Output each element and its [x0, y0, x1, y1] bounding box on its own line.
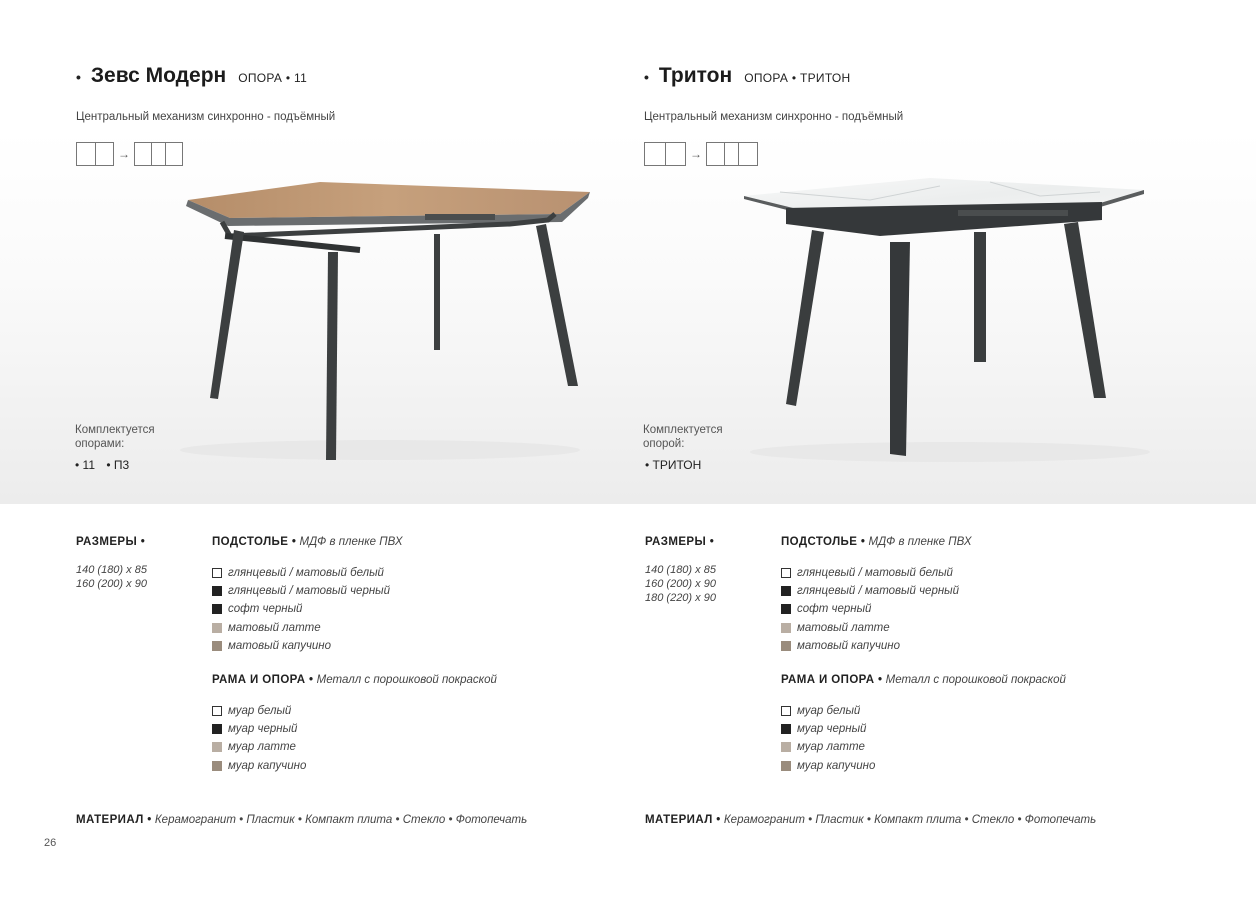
frame-heading-label: РАМА И ОПОРА •	[212, 674, 314, 686]
tabletop-heading-label: ПОДСТОЛЬЕ •	[781, 536, 866, 548]
color-label: муар капучино	[228, 759, 307, 772]
mechanism-description: Центральный механизм синхронно - подъёмный	[76, 111, 336, 123]
color-label: матовый капучино	[228, 639, 332, 652]
size-item: 140 (180) x 85	[645, 564, 716, 576]
color-option	[212, 600, 390, 618]
color-swatch	[212, 586, 222, 596]
size-item: 160 (200) x 90	[76, 578, 147, 590]
frame-heading-label: РАМА И ОПОРА •	[781, 674, 883, 686]
color-option	[781, 738, 875, 756]
color-swatch	[781, 568, 791, 578]
color-swatch	[212, 568, 222, 578]
supports-caption-line: опорой:	[643, 438, 685, 450]
page-number: 26	[44, 837, 57, 849]
color-option	[212, 702, 306, 720]
product-triton	[600, 0, 1256, 900]
product-title: Тритон	[658, 64, 733, 87]
product-support-label: ОПОРА • 11	[238, 71, 308, 85]
color-label: софт черный	[797, 603, 872, 616]
title-bullet: •	[644, 69, 649, 85]
color-option	[212, 757, 306, 775]
support-item: • 11	[75, 458, 95, 472]
supports-list	[75, 458, 137, 472]
color-option	[781, 702, 875, 720]
color-label: глянцевый / матовый белый	[797, 567, 953, 580]
frame-color-list	[781, 702, 875, 775]
sizes-heading: РАЗМЕРЫ •	[645, 536, 715, 548]
product-title-row	[644, 64, 851, 88]
color-label: глянцевый / матовый черный	[228, 585, 391, 598]
support-item: • П3	[106, 458, 130, 472]
tabletop-heading	[781, 536, 972, 548]
support-item: • ТРИТОН	[645, 458, 702, 472]
material-list: Керамогранит • Пластик • Компакт плита • Стекло • Фотопечать	[723, 814, 1097, 826]
supports-list	[645, 458, 709, 472]
color-option	[212, 582, 390, 600]
color-label: муар белый	[228, 705, 292, 718]
arrow-right-icon: →	[690, 147, 702, 161]
color-option	[212, 637, 390, 655]
color-label: муар капучино	[797, 759, 876, 772]
color-swatch	[212, 604, 222, 614]
supports-caption	[75, 423, 155, 451]
color-label: матовый капучино	[797, 639, 901, 652]
frame-heading-desc: Металл с порошковой покраской	[885, 674, 1066, 686]
arrow-right-icon: →	[118, 147, 130, 161]
product-title: Зевс Модерн	[90, 64, 227, 87]
color-swatch	[781, 604, 791, 614]
size-item: 180 (220) x 90	[645, 592, 716, 604]
color-option	[781, 720, 875, 738]
color-option	[212, 720, 306, 738]
frame-heading	[781, 674, 1066, 686]
material-line	[645, 814, 1096, 826]
color-label: муар черный	[797, 723, 867, 736]
color-label: муар латте	[797, 741, 865, 754]
color-swatch	[781, 761, 791, 771]
color-swatch	[781, 623, 791, 633]
tabletop-color-list	[212, 564, 390, 655]
color-swatch	[781, 586, 791, 596]
tabletop-heading-desc: МДФ в пленке ПВХ	[299, 536, 403, 548]
sizes-list	[76, 563, 147, 591]
color-swatch	[781, 641, 791, 651]
color-option	[212, 619, 390, 637]
title-bullet: •	[76, 69, 81, 85]
color-option	[781, 757, 875, 775]
supports-caption-line: Комплектуется	[75, 424, 155, 436]
color-swatch	[212, 724, 222, 734]
material-line	[76, 814, 527, 826]
color-label: матовый латте	[228, 621, 321, 634]
frame-heading	[212, 674, 497, 686]
table-triton-image	[740, 170, 1160, 470]
color-swatch	[212, 641, 222, 651]
supports-caption-line: Комплектуется	[643, 424, 723, 436]
tabletop-heading-desc: МДФ в пленке ПВХ	[868, 536, 972, 548]
table-extended-icon	[706, 142, 758, 166]
color-swatch	[212, 742, 222, 752]
frame-heading-desc: Металл с порошковой покраской	[316, 674, 497, 686]
tabletop-heading-label: ПОДСТОЛЬЕ •	[212, 536, 297, 548]
color-label: глянцевый / матовый белый	[228, 567, 384, 580]
color-option	[781, 600, 959, 618]
table-closed-icon	[644, 142, 686, 166]
extension-diagram-icon	[644, 142, 758, 166]
color-option	[781, 582, 959, 600]
color-label: муар черный	[228, 723, 298, 736]
color-swatch	[781, 742, 791, 752]
color-swatch	[212, 761, 222, 771]
color-option	[781, 564, 959, 582]
table-closed-icon	[76, 142, 114, 166]
tabletop-heading	[212, 536, 403, 548]
color-label: муар белый	[797, 705, 861, 718]
color-swatch	[781, 706, 791, 716]
color-option	[781, 637, 959, 655]
tabletop-color-list	[781, 564, 959, 655]
product-support-label: ОПОРА • ТРИТОН	[744, 71, 851, 85]
material-heading: МАТЕРИАЛ •	[76, 814, 152, 826]
mechanism-description: Центральный механизм синхронно - подъёмный	[644, 111, 904, 123]
color-label: софт черный	[228, 603, 303, 616]
supports-caption-line: опорами:	[75, 438, 125, 450]
table-extended-icon	[134, 142, 183, 166]
frame-color-list	[212, 702, 306, 775]
material-heading: МАТЕРИАЛ •	[645, 814, 721, 826]
size-item: 140 (180) x 85	[76, 564, 147, 576]
color-option	[212, 738, 306, 756]
color-swatch	[781, 724, 791, 734]
color-swatch	[212, 623, 222, 633]
color-label: матовый латте	[797, 621, 890, 634]
size-item: 160 (200) x 90	[645, 578, 716, 590]
product-zeus-modern	[0, 0, 600, 900]
table-zeus-image	[170, 170, 600, 470]
color-label: муар латте	[228, 741, 296, 754]
extension-diagram-icon	[76, 142, 183, 166]
color-option	[781, 619, 959, 637]
sizes-list	[645, 563, 716, 605]
color-option	[212, 564, 390, 582]
supports-caption	[643, 423, 723, 451]
sizes-heading: РАЗМЕРЫ •	[76, 536, 146, 548]
color-swatch	[212, 706, 222, 716]
product-title-row	[76, 64, 307, 88]
color-label: глянцевый / матовый черный	[797, 585, 960, 598]
material-list: Керамогранит • Пластик • Компакт плита • Стекло • Фотопечать	[154, 814, 528, 826]
